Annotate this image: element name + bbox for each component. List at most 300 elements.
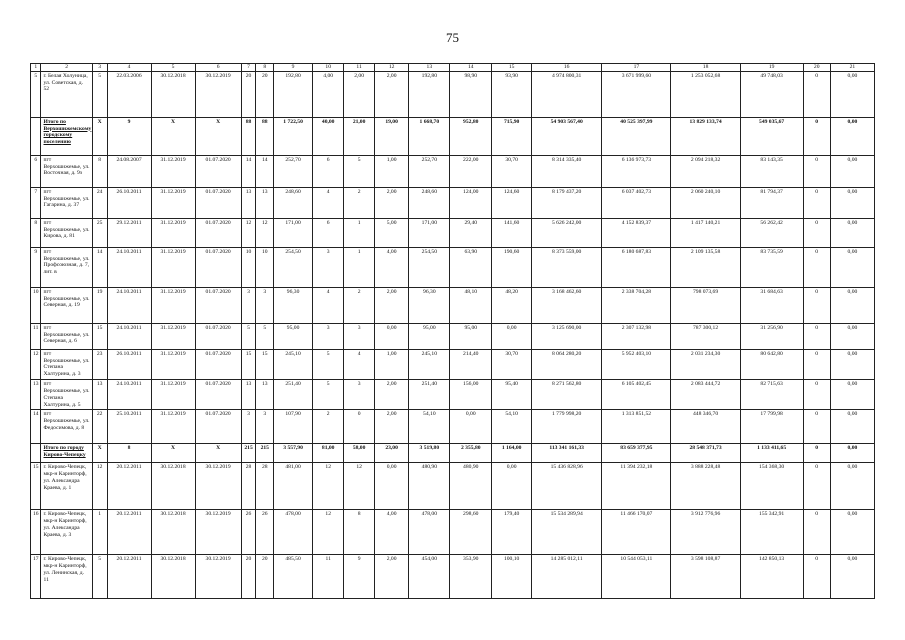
value-cell: 2 083 444,72 — [671, 380, 740, 410]
value-cell: 88 — [241, 117, 256, 155]
value-cell: 0,00 — [830, 444, 874, 463]
value-cell: 82 715,63 — [740, 380, 803, 410]
table-row — [31, 555, 875, 599]
column-number: 11 — [344, 64, 374, 72]
address-cell: пгт Верхошижемье, ул. Северная, д. 19 — [41, 287, 92, 323]
value-cell: 20.12.2011 — [107, 510, 151, 555]
value-cell: 3 519,80 — [409, 444, 450, 463]
value-cell: 0,00 — [374, 463, 409, 510]
value-cell: 0 — [803, 380, 830, 410]
value-cell: 0 — [803, 410, 830, 444]
value-cell: 1,00 — [374, 155, 409, 187]
value-cell: 0,00 — [492, 323, 532, 349]
row-number-cell: 8 — [31, 218, 41, 247]
value-cell: 0,00 — [830, 155, 874, 187]
value-cell: 8 064 280,20 — [532, 349, 602, 379]
value-cell: 15 — [241, 349, 256, 379]
value-cell: 481,00 — [274, 463, 313, 510]
value-cell: 17 799,98 — [740, 410, 803, 444]
value-cell: 83 659 377,95 — [602, 444, 671, 463]
value-cell: 8 179 437,20 — [532, 187, 602, 218]
value-cell: 6 180 687,83 — [602, 247, 671, 287]
value-cell: 9 — [107, 117, 151, 155]
table-row — [31, 287, 875, 323]
value-cell: 8 — [344, 510, 374, 555]
value-cell: 215 — [241, 444, 256, 463]
value-cell: 23 — [92, 349, 107, 379]
column-number: 1 — [31, 64, 41, 72]
value-cell: 13 — [241, 380, 256, 410]
value-cell: 1 133 411,65 — [740, 444, 803, 463]
value-cell: 24.10.2011 — [107, 380, 151, 410]
table-row — [31, 218, 875, 247]
value-cell: 252,70 — [274, 155, 313, 187]
column-number: 7 — [241, 64, 256, 72]
value-cell: 54 903 567,40 — [532, 117, 602, 155]
row-number-cell: 17 — [31, 555, 41, 599]
value-cell: 4 152 839,37 — [602, 218, 671, 247]
column-number: 6 — [195, 64, 241, 72]
value-cell: 3 598 108,87 — [671, 555, 740, 599]
value-cell: 787 300,12 — [671, 323, 740, 349]
value-cell: 0 — [803, 187, 830, 218]
row-number-cell: 10 — [31, 287, 41, 323]
value-cell: 5 952 403,10 — [602, 349, 671, 379]
value-cell: 156,00 — [450, 380, 492, 410]
value-cell: 448 346,70 — [671, 410, 740, 444]
value-cell: 14 — [241, 155, 256, 187]
value-cell: 5 626 242,00 — [532, 218, 602, 247]
value-cell: 0,00 — [830, 71, 874, 117]
value-cell: 29,40 — [450, 218, 492, 247]
address-cell: Итого по Верхошижемскому городскому поселению — [41, 117, 92, 155]
value-cell: 1 668,70 — [409, 117, 450, 155]
value-cell: 93,90 — [492, 71, 532, 117]
column-number: 3 — [92, 64, 107, 72]
value-cell: 13 — [256, 187, 274, 218]
row-number-cell: 12 — [31, 349, 41, 379]
value-cell: 245,10 — [409, 349, 450, 379]
value-cell: 0 — [803, 155, 830, 187]
value-cell: 20 — [241, 555, 256, 599]
value-cell: 23,00 — [374, 444, 409, 463]
table-row — [31, 463, 875, 510]
value-cell: 5 — [312, 380, 343, 410]
value-cell: 0,00 — [830, 463, 874, 510]
column-number: 12 — [374, 64, 409, 72]
value-cell: 214,40 — [450, 349, 492, 379]
value-cell: 31.12.2019 — [151, 380, 195, 410]
value-cell: 11 466 170,07 — [602, 510, 671, 555]
column-number: 19 — [740, 64, 803, 72]
value-cell: 15 436 828,96 — [532, 463, 602, 510]
value-cell: 0,00 — [830, 218, 874, 247]
value-cell: 25.10.2011 — [107, 410, 151, 444]
value-cell: 01.07.2020 — [195, 410, 241, 444]
value-cell: 5 — [256, 323, 274, 349]
address-cell: пгт Верхошижемье, ул. Федосимова, д. 8 — [41, 410, 92, 444]
value-cell: X — [92, 444, 107, 463]
value-cell: 12 — [344, 463, 374, 510]
value-cell: 31.12.2019 — [151, 218, 195, 247]
value-cell: 142 850,13 — [740, 555, 803, 599]
value-cell: 2 109 135,58 — [671, 247, 740, 287]
value-cell: 141,60 — [492, 218, 532, 247]
value-cell: 6 — [312, 218, 343, 247]
row-number-cell: 5 — [31, 71, 41, 117]
value-cell: 3 — [256, 287, 274, 323]
value-cell: 0 — [803, 218, 830, 247]
value-cell: 56 262,42 — [740, 218, 803, 247]
value-cell: 95,00 — [450, 323, 492, 349]
page-number: 75 — [446, 30, 459, 45]
value-cell: 252,70 — [409, 155, 450, 187]
value-cell: 26 — [256, 510, 274, 555]
value-cell: 13 — [241, 187, 256, 218]
value-cell: 01.07.2020 — [195, 349, 241, 379]
value-cell: 19 — [92, 287, 107, 323]
value-cell: 4,00 — [374, 510, 409, 555]
table-row — [31, 380, 875, 410]
column-number: 5 — [151, 64, 195, 72]
address-cell: г. Белая Холуница, ул. Советская, д. 52 — [41, 71, 92, 117]
value-cell: 0,00 — [830, 555, 874, 599]
value-cell: 0 — [803, 117, 830, 155]
value-cell: 3 — [312, 247, 343, 287]
value-cell: 31 684,63 — [740, 287, 803, 323]
value-cell: 0 — [803, 349, 830, 379]
column-number: 21 — [830, 64, 874, 72]
value-cell: 83 143,35 — [740, 155, 803, 187]
value-cell: 10 — [256, 247, 274, 287]
subtotal-row — [31, 444, 875, 463]
value-cell: 179,40 — [492, 510, 532, 555]
value-cell: 0,00 — [492, 463, 532, 510]
value-cell: 154 368,30 — [740, 463, 803, 510]
value-cell: 96,30 — [409, 287, 450, 323]
value-cell: 40,00 — [312, 117, 343, 155]
value-cell: 95,40 — [492, 380, 532, 410]
value-cell: 222,00 — [450, 155, 492, 187]
value-cell: 30.12.2019 — [195, 463, 241, 510]
value-cell: 4,00 — [374, 247, 409, 287]
value-cell: 8 — [92, 155, 107, 187]
column-number: 10 — [312, 64, 343, 72]
value-cell: 0 — [803, 463, 830, 510]
value-cell: 0,00 — [830, 380, 874, 410]
value-cell: 3 125 690,00 — [532, 323, 602, 349]
value-cell: 107,90 — [274, 410, 313, 444]
value-cell: 3 — [344, 323, 374, 349]
value-cell: 54,10 — [409, 410, 450, 444]
value-cell: 5 — [312, 349, 343, 379]
value-cell: 80 642,80 — [740, 349, 803, 379]
value-cell: 2,00 — [374, 287, 409, 323]
row-number-cell: 14 — [31, 410, 41, 444]
value-cell: 8 373 559,00 — [532, 247, 602, 287]
value-cell: 485,50 — [274, 555, 313, 599]
value-cell: X — [92, 117, 107, 155]
value-cell: 5 — [344, 155, 374, 187]
value-cell: 24 — [92, 187, 107, 218]
value-cell: 30,70 — [492, 155, 532, 187]
value-cell: 251,40 — [409, 380, 450, 410]
address-cell: г. Кирово-Чепецк, мкр-н Каринторф, ул. Александра Краева, д. 3 — [41, 510, 92, 555]
value-cell: 22.03.2006 — [107, 71, 151, 117]
value-cell: 2 — [344, 287, 374, 323]
value-cell: 31.12.2019 — [151, 187, 195, 218]
value-cell: 0 — [803, 323, 830, 349]
value-cell: 0,00 — [830, 187, 874, 218]
value-cell: 0 — [803, 510, 830, 555]
value-cell: 6 105 402,45 — [602, 380, 671, 410]
value-cell: 8 — [107, 444, 151, 463]
value-cell: 12 — [256, 218, 274, 247]
value-cell: 01.07.2020 — [195, 323, 241, 349]
value-cell: 30.12.2018 — [151, 510, 195, 555]
value-cell: 0 — [803, 555, 830, 599]
column-number: 20 — [803, 64, 830, 72]
value-cell: 58,00 — [344, 444, 374, 463]
value-cell: 478,00 — [409, 510, 450, 555]
table-row — [31, 323, 875, 349]
address-cell: пгт Верхошижемье, ул. Северная, д. 6 — [41, 323, 92, 349]
value-cell: 24.10.2011 — [107, 247, 151, 287]
value-cell: 0,00 — [830, 117, 874, 155]
value-cell: 1 — [344, 247, 374, 287]
value-cell: 14 — [92, 247, 107, 287]
value-cell: 31 256,90 — [740, 323, 803, 349]
value-cell: 1,00 — [374, 349, 409, 379]
value-cell: 0,00 — [830, 349, 874, 379]
value-cell: 30.12.2018 — [151, 71, 195, 117]
address-cell: г. Кирово-Чепецк, мкр-н Каринторф, ул. Александра Краева, д. 1 — [41, 463, 92, 510]
value-cell: 01.07.2020 — [195, 155, 241, 187]
value-cell: 31.12.2019 — [151, 410, 195, 444]
column-number: 2 — [41, 64, 92, 72]
value-cell: 1 164,00 — [492, 444, 532, 463]
table-row — [31, 71, 875, 117]
value-cell: 2 — [312, 410, 343, 444]
value-cell: 3 — [256, 410, 274, 444]
value-cell: 13 — [92, 380, 107, 410]
value-cell: 190,60 — [492, 247, 532, 287]
value-cell: X — [151, 444, 195, 463]
value-cell: 9 — [344, 555, 374, 599]
value-cell: 12 — [92, 463, 107, 510]
value-cell: 88 — [256, 117, 274, 155]
value-cell: 1 — [344, 218, 374, 247]
value-cell: 15 — [256, 349, 274, 379]
value-cell: 5 — [92, 555, 107, 599]
value-cell: 29.12.2011 — [107, 218, 151, 247]
value-cell: 48,20 — [492, 287, 532, 323]
value-cell: 01.07.2020 — [195, 287, 241, 323]
value-cell: 25 — [92, 218, 107, 247]
value-cell: 2 307 132,98 — [602, 323, 671, 349]
value-cell: 0,00 — [830, 510, 874, 555]
row-number-cell: 7 — [31, 187, 41, 218]
value-cell: 15 — [92, 323, 107, 349]
value-cell: 0 — [344, 410, 374, 444]
value-cell: 113 341 161,33 — [532, 444, 602, 463]
value-cell: 1 779 998,20 — [532, 410, 602, 444]
value-cell: 01.07.2020 — [195, 218, 241, 247]
value-cell: 100,10 — [492, 555, 532, 599]
value-cell: 192,80 — [409, 71, 450, 117]
table-row — [31, 410, 875, 444]
table-row — [31, 155, 875, 187]
value-cell: 124,00 — [450, 187, 492, 218]
value-cell: 26.10.2011 — [107, 187, 151, 218]
value-cell: 2,00 — [374, 187, 409, 218]
value-cell: 20 — [241, 71, 256, 117]
value-cell: 24.10.2011 — [107, 323, 151, 349]
address-cell: пгт Верхошижемье, ул. Степана Халтурина, д. 5 — [41, 380, 92, 410]
table-row — [31, 349, 875, 379]
column-number: 17 — [602, 64, 671, 72]
value-cell: 31.12.2019 — [151, 247, 195, 287]
value-cell: 0,00 — [374, 323, 409, 349]
value-cell: 6 136 973,73 — [602, 155, 671, 187]
value-cell: 15 534 289,94 — [532, 510, 602, 555]
value-cell: 14 — [256, 155, 274, 187]
value-cell: 81,00 — [312, 444, 343, 463]
value-cell: 952,80 — [450, 117, 492, 155]
value-cell: 01.07.2020 — [195, 247, 241, 287]
value-cell: 171,00 — [274, 218, 313, 247]
value-cell: 13 829 133,74 — [671, 117, 740, 155]
value-cell: 6 037 402,73 — [602, 187, 671, 218]
value-cell: 11 394 232,18 — [602, 463, 671, 510]
value-cell: 192,80 — [274, 71, 313, 117]
value-cell: 54,10 — [492, 410, 532, 444]
value-cell: 48,10 — [450, 287, 492, 323]
value-cell: 63,90 — [450, 247, 492, 287]
column-number: 14 — [450, 64, 492, 72]
row-number-cell: 16 — [31, 510, 41, 555]
value-cell: 478,00 — [274, 510, 313, 555]
value-cell: 245,10 — [274, 349, 313, 379]
value-cell: 12 — [312, 510, 343, 555]
value-cell: 1 253 052,68 — [671, 71, 740, 117]
column-number: 16 — [532, 64, 602, 72]
value-cell: 4,00 — [312, 71, 343, 117]
value-cell: 6 — [312, 155, 343, 187]
value-cell: X — [195, 117, 241, 155]
value-cell: 31.12.2019 — [151, 287, 195, 323]
table-row — [31, 247, 875, 287]
value-cell: 5 — [241, 323, 256, 349]
value-cell: 0,00 — [830, 287, 874, 323]
value-cell: 0 — [803, 71, 830, 117]
row-number-cell — [31, 444, 41, 463]
address-cell: пгт Верхошижемье, ул. Степана Халтурина, д. 3 — [41, 349, 92, 379]
value-cell: 10 — [241, 247, 256, 287]
value-cell: 2 094 218,32 — [671, 155, 740, 187]
value-cell: 30.12.2018 — [151, 555, 195, 599]
value-cell: 215 — [256, 444, 274, 463]
value-cell: 2,00 — [374, 71, 409, 117]
value-cell: 24.08.2007 — [107, 155, 151, 187]
value-cell: 2 031 234,30 — [671, 349, 740, 379]
value-cell: 30.12.2019 — [195, 510, 241, 555]
value-cell: 14 285 012,11 — [532, 555, 602, 599]
column-number: 9 — [274, 64, 313, 72]
value-cell: 4 — [312, 187, 343, 218]
value-cell: 3 — [344, 380, 374, 410]
value-cell: 01.07.2020 — [195, 380, 241, 410]
value-cell: 0,00 — [450, 410, 492, 444]
value-cell: 248,60 — [274, 187, 313, 218]
subtotal-row — [31, 117, 875, 155]
value-cell: 3 912 776,96 — [671, 510, 740, 555]
value-cell: 8 314 335,40 — [532, 155, 602, 187]
table-row — [31, 510, 875, 555]
value-cell: 81 794,37 — [740, 187, 803, 218]
value-cell: 0,00 — [830, 247, 874, 287]
value-cell: X — [151, 117, 195, 155]
value-cell: 19,00 — [374, 117, 409, 155]
value-cell: 26 — [241, 510, 256, 555]
value-cell: 0,00 — [830, 410, 874, 444]
address-cell: пгт Верхошижемье, ул. Восточная, д. 9з — [41, 155, 92, 187]
value-cell: 30.12.2019 — [195, 71, 241, 117]
value-cell: 49 748,03 — [740, 71, 803, 117]
value-cell: 95,00 — [274, 323, 313, 349]
value-cell: 480,90 — [450, 463, 492, 510]
address-cell: Итого по городу Кирово-Чепецку — [41, 444, 92, 463]
value-cell: 83 735,59 — [740, 247, 803, 287]
value-cell: 30,70 — [492, 349, 532, 379]
value-cell: 1 313 851,52 — [602, 410, 671, 444]
row-number-cell: 11 — [31, 323, 41, 349]
value-cell: 2,00 — [374, 555, 409, 599]
value-cell: 31.12.2019 — [151, 349, 195, 379]
value-cell: 1 417 140,21 — [671, 218, 740, 247]
value-cell: 20.12.2011 — [107, 555, 151, 599]
row-number-cell — [31, 117, 41, 155]
value-cell: 3 888 228,48 — [671, 463, 740, 510]
row-number-cell: 9 — [31, 247, 41, 287]
value-cell: 28 548 371,73 — [671, 444, 740, 463]
table-row — [31, 187, 875, 218]
value-cell: X — [195, 444, 241, 463]
value-cell: 3 168 462,60 — [532, 287, 602, 323]
value-cell: 251,40 — [274, 380, 313, 410]
value-cell: 12 — [312, 463, 343, 510]
address-cell: пгт Верхошижемье, ул. Профсоюзная, д. 7, лит. в — [41, 247, 92, 287]
value-cell: 0 — [803, 287, 830, 323]
value-cell: 2 355,80 — [450, 444, 492, 463]
address-cell: пгт Верхошижемье, ул. Гагарина, д. 37 — [41, 187, 92, 218]
value-cell: 11 — [312, 555, 343, 599]
value-cell: 549 035,67 — [740, 117, 803, 155]
address-cell: г. Кирово-Чепецк, мкр-н Каринторф, ул. Ленинская, д. 11 — [41, 555, 92, 599]
value-cell: 3 — [312, 323, 343, 349]
value-cell: 13 — [256, 380, 274, 410]
value-cell: 01.07.2020 — [195, 187, 241, 218]
value-cell: 31.12.2019 — [151, 323, 195, 349]
value-cell: 0 — [803, 247, 830, 287]
column-number: 8 — [256, 64, 274, 72]
column-number: 15 — [492, 64, 532, 72]
value-cell: 3 557,90 — [274, 444, 313, 463]
housing-register-table — [30, 63, 875, 599]
column-number: 4 — [107, 64, 151, 72]
value-cell: 5 — [92, 71, 107, 117]
value-cell: 1 722,50 — [274, 117, 313, 155]
